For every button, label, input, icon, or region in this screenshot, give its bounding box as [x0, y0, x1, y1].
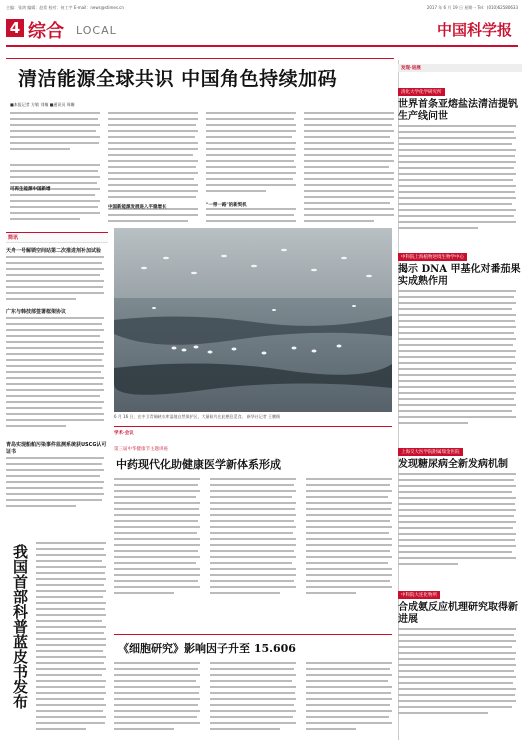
brief-title: 青岛实现船舶污染事件监测系统获USCG认可证书 — [6, 442, 107, 455]
sidebar-section-heading: 发现·进展 — [398, 64, 522, 72]
byline: ■本报记者 方敏 刘楠 ■通讯员 周姗 — [10, 102, 75, 107]
story-text-lines — [36, 540, 108, 738]
sidebar-item-title: 合成氨反应机理研究取得新进展 — [398, 602, 518, 625]
sidebar-item-title: 揭示 DNA 甲基化对番茄果实成熟作用 — [398, 264, 521, 287]
brief-title: 广东与韩技部签署框架协议 — [6, 309, 67, 315]
date-info: 2017 年 6 月 19 日 星期一 Tel：(010)62580633 — [426, 5, 518, 10]
vertical-headline-text: 我国首部科普蓝皮书发布 — [11, 544, 29, 709]
brief-text-lines — [6, 315, 106, 435]
sidebar — [398, 64, 522, 740]
page-header — [6, 13, 518, 47]
vertical-story-body — [36, 540, 108, 738]
journal-headline: 《细胞研究》影响因子升至 15.606 — [118, 642, 296, 655]
lower-text-lines — [114, 478, 392, 628]
lower-label: 学术·会议 — [114, 431, 134, 436]
section-title: 综合 — [28, 21, 64, 42]
lower-headline: 中药现代化助健康医学新体系形成 — [116, 458, 281, 471]
masthead-logo: 中国科学报 — [436, 21, 512, 39]
photo-caption: 6 月 16 日，在中卫青铜峡水库湿地自然保护区，大量候鸟在此栖息觅食。 新华社记者 王鹏摄 — [114, 414, 280, 419]
sidebar-item-label: 清化大学化学研究所 — [398, 88, 445, 96]
subhead-stable-growth: 中国新能源发展进入平稳增长 — [108, 205, 167, 210]
wetland-birds-photo — [114, 228, 392, 412]
main-article-body — [10, 112, 398, 228]
headline-rule — [6, 58, 394, 59]
lower-subhead: 第三届中华健康节主题讲座 — [114, 447, 168, 452]
sidebar-text-lines — [398, 626, 518, 722]
briefs-heading: 简讯 — [6, 232, 108, 243]
journal-text-lines — [114, 662, 392, 738]
sidebar-item — [398, 243, 522, 432]
journal-article-body — [114, 662, 392, 738]
brief-title: 天舟一号解锁空间站第二次推进剂补加试验 — [6, 248, 102, 254]
sidebar-item-title: 发现糖尿病全新发病机制 — [398, 459, 508, 470]
sidebar-item — [398, 438, 522, 575]
brief-text-lines — [6, 254, 106, 302]
article-text-lines — [10, 112, 398, 228]
sidebar-item-title: 世界首条亚熔盐法清洁提钒生产线问世 — [398, 99, 518, 122]
page-number: 4 — [6, 19, 24, 37]
section-title-en: LOCAL — [76, 24, 117, 37]
sidebar-text-lines — [398, 471, 518, 571]
sidebar-item-label: 中科院上海植物逆境生物学中心 — [398, 253, 467, 261]
photo-illustration — [114, 228, 392, 412]
lower-rule-2 — [114, 634, 392, 635]
main-headline: 清洁能源全球共识 中国角色持续加码 — [18, 68, 338, 90]
sidebar-text-lines — [398, 123, 518, 233]
lower-article-body — [114, 478, 392, 628]
editor-info: 主编：张鸿 编辑：赵希 校对：何工宇 E-mail：news@stimes.cn — [6, 5, 124, 10]
sidebar-text-lines — [398, 288, 518, 428]
sidebar-item — [398, 581, 522, 726]
vertical-headline — [8, 544, 32, 712]
brief-text-lines — [6, 455, 106, 515]
sidebar-item — [398, 78, 522, 237]
sidebar-item-label: 上海交大医学院附属瑞金医院 — [398, 448, 463, 456]
sidebar-item-label: 中科院大连化物所 — [398, 591, 440, 599]
lower-rule — [114, 426, 392, 427]
subhead-renewables: 可再生能源中国新增 — [10, 187, 51, 192]
subhead-belt-road: "一带一路"的新契机 — [206, 203, 247, 208]
top-info-bar — [6, 4, 518, 12]
